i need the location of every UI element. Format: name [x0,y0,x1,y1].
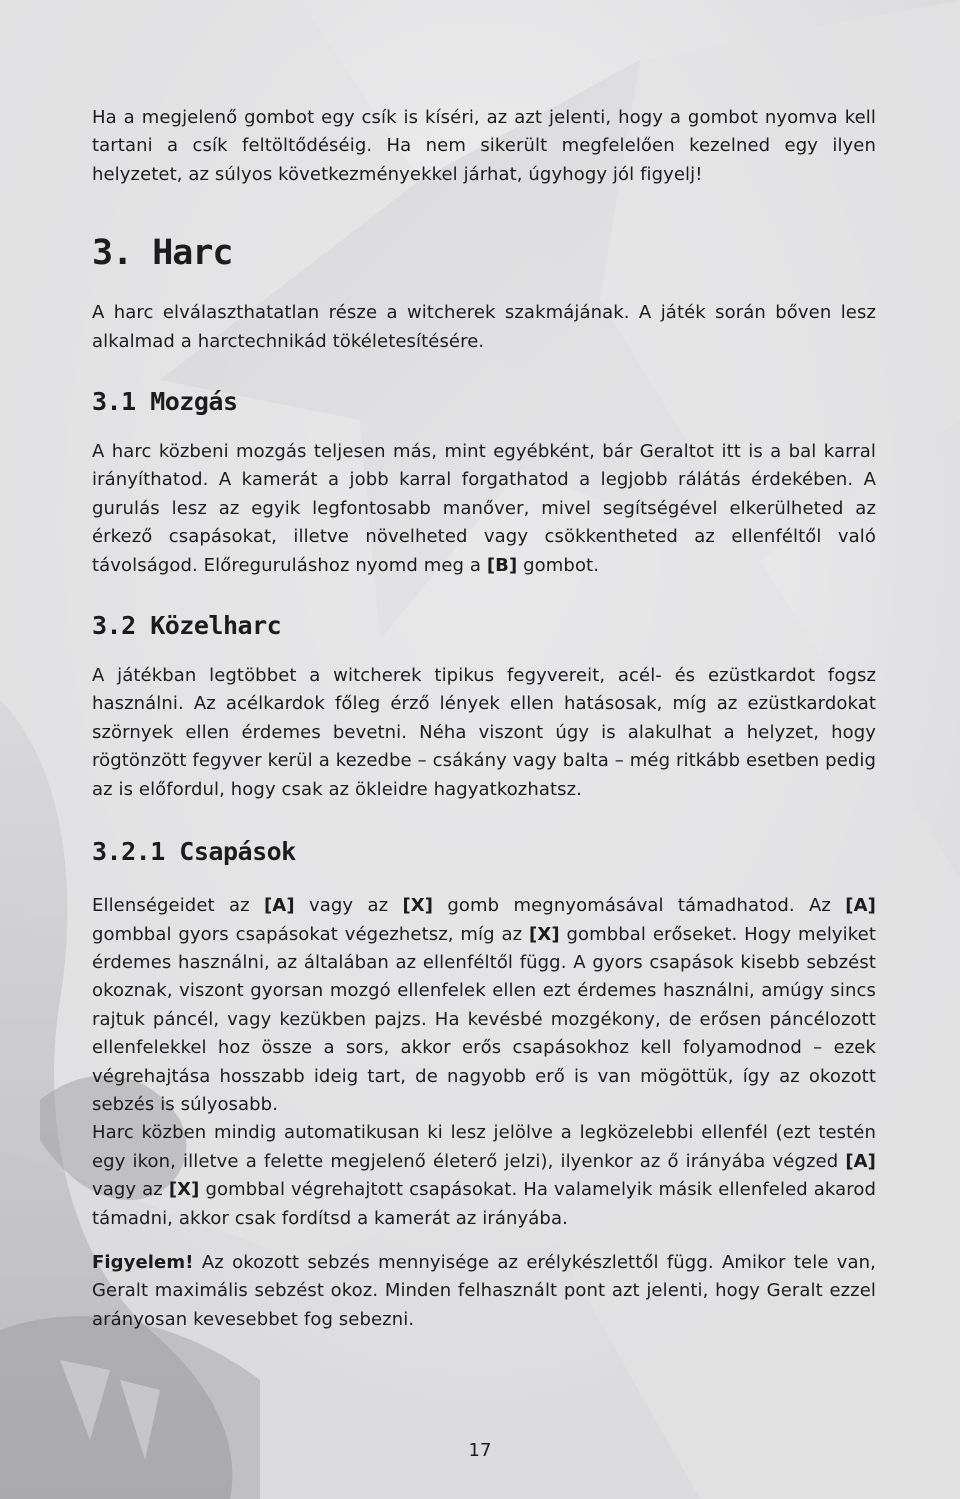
section-title-harc: 3. Harc [92,233,233,274]
page-content [92,104,876,1334]
page-number: 17 [468,1440,492,1461]
csapasok-text: vagy az [294,895,403,917]
button-x-label: [X] [529,923,560,945]
section-title-mozgas: 3.1 Mozgás [92,387,238,417]
csapasok-text: gombbal gyors csapásokat végezhetsz, míg az [92,923,530,945]
mozgas-text-b: gombot. [517,554,600,576]
button-x-label: [X] [168,1179,200,1201]
warning-label: Figyelem! [92,1251,194,1273]
button-a-label: [A] [263,895,295,917]
note-text: Az okozott sebzés mennyisége az erélykészlettől függ. Amikor tele van, Geralt maximális sebzést okoz. Minden felhasznált pont azt jelenti, hogy Geralt ezzel arányosan kevesebbet fog sebezni. [92,1251,876,1330]
button-b-label: [B] [486,554,518,576]
csapasok-text: Harc közben mindig automatikusan ki lesz jelölve a legközelebbi ellenfél (ezt testén egy ikon, illetve a felette megjelenő életerő jelzi), ilyenkor az ő irányába végzed [92,1122,876,1172]
intro-paragraph: Ha a megjelenő gombot egy csík is kíséri, az azt jelenti, hogy a gombot nyomva kell tartani a csík feltöltődéséig. Ha nem sikerült megfelelően kezelned egy ilyen helyzetet, az súlyos következményekkel járhat, úgyhogy jól figyelj! [92,107,876,185]
section-title-kozelharc: 3.2 Közelharc [92,611,282,641]
section-kozelharc-paragraph: A játékban legtöbbet a witcherek tipikus fegyvereit, acél- és ezüstkardot fogsz használni. Az acélkardok főleg érző lények ellen hatásosak, míg az ezüstkardokat szörnyek ellen érdemes bevetni. Néha viszont úgy is alakulhat a helyzet, hogy rögtönzött fegyver kerül a kezedbe – csákány vagy balta – még ritkább esetben pedig az is előfordul, hogy csak az ökleidre hagyatkozhatsz. [92,665,876,800]
csapasok-text: gombbal végrehajtott csapásokat. Ha valamelyik másik ellenfeled akarod támadni, akkor csak fordítsd a kamerát az irányába. [92,1179,876,1229]
csapasok-text: vagy az [92,1179,169,1201]
section-csapasok-paragraph-2 [92,1119,876,1233]
button-a-label: [A] [845,895,876,917]
button-a-label: [A] [845,1150,876,1172]
spacer [92,1233,876,1249]
section-csapasok-paragraph-1 [92,892,876,1119]
section-mozgas-paragraph [92,438,876,580]
csapasok-text: gomb megnyomásával támadhatod. Az [433,895,846,917]
section-harc-paragraph: A harc elválaszthatatlan része a witcherek szakmájának. A játék során bőven lesz alkalmad a harctechnikád tökéletesítésére. [92,302,876,352]
note-paragraph [92,1249,876,1334]
section-title-csapasok: 3.2.1 Csapások [92,837,296,867]
csapasok-text: gombbal erőseket. Hogy melyiket érdemes használni, az általában az ellenféltől függ. A gyors csapások kisebb sebzést okoznak, viszont gyorsan mozgó ellenfelek ellen ezt érdemes használni, amúgy sincs rajtuk páncél, vagy kezükben pajzs. Ha kevésbé mozgékony, de erősen páncélozott ellenfelekkel hoz össze a sors, akkor erős csapásokhoz kell folyamodnod – ezek végrehajtása hosszabb ideig tart, de nagyobb erő is van mögöttük, így az okozott sebzés is súlyosabb. [92,923,876,1115]
csapasok-text: Ellenségeidet az [92,895,264,917]
button-x-label: [X] [402,895,434,917]
mozgas-text-a: A harc közbeni mozgás teljesen más, mint egyébként, bár Geraltot itt is a bal karral irányíthatod. A kamerát a jobb karral forgathatod a legjobb rálátás érdekében. A gurulás lesz az egyik legfontosabb manőver, mivel segítségével elkerülheted az érkező csapásokat, illetve növelheted vagy csökkentheted az ellenféltől való távolságod. Előreguruláshoz nyomd meg a [92,441,876,576]
